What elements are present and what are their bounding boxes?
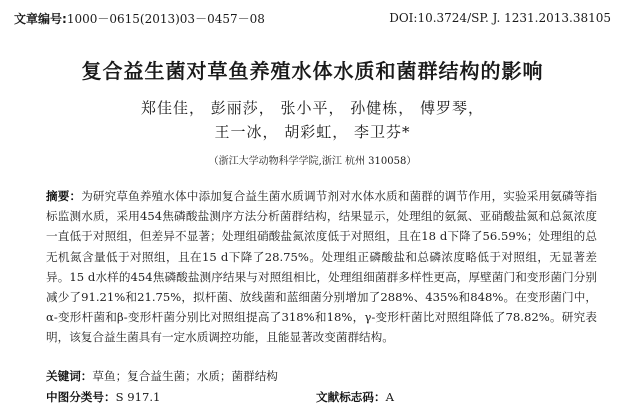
header-row bbox=[14, 8, 611, 28]
document-code bbox=[316, 389, 394, 405]
document-code-label: 文献标志码： bbox=[316, 390, 386, 404]
keywords bbox=[46, 368, 597, 384]
clc-label: 中图分类号： bbox=[46, 390, 116, 404]
article-number bbox=[14, 10, 265, 27]
affiliation: （浙江大学动物科学学院,浙江 杭州 310058） bbox=[208, 156, 417, 167]
abstract-label: 摘要： bbox=[46, 189, 82, 203]
clc-value: S 917.1 bbox=[115, 390, 161, 404]
classification-row bbox=[46, 389, 597, 405]
paper-title: 复合益生菌对草鱼养殖水体水质和菌群结构的影响 bbox=[81, 59, 544, 83]
abstract-text: 为研究草鱼养殖水体中添加复合益生菌水质调节剂对水体水质和菌群的调节作用，实验采用氨磷等指标监测水质，采用454焦磷酸盐测序方法分析菌群结构，结果显示，处理组的氨氮、亚硝酸盐氮和总氮浓度一直低于对照组，但差异不显著；处理组硝酸盐氮浓度低于对照组，且在18 d下降了56.59%；处理组的总无机氮含量低于对照组，且在15 d下降了28.75%。处理组正磷酸盐和总磷浓度略低于对照组，无显著差异。15 d水样的454焦磷酸盐测序结果与对照组相比，处理组细菌群多样性更高，厚壁菌门和变形菌门分别减少了91.21%和21.75%，拟杆菌、放线菌和蓝细菌分别增加了288%、435%和848%。在变形菌门中，α-变形杆菌和β-变形杆菌分别比对照组提高了318%和18%，γ-变形杆菌比对照组降低了78.82%。研究表明，该复合益生菌具有一定水质调控功能，且能显著改变菌群结构。 bbox=[46, 189, 597, 345]
keywords-label: 关键词： bbox=[46, 369, 93, 383]
article-number-value: 1000－0615(2013)03－0457－08 bbox=[66, 11, 265, 26]
author-line-1: 郑佳佳， 彭丽莎， 张小平， 孙健栋， 傅罗琴， bbox=[140, 99, 485, 117]
clc-number bbox=[46, 390, 160, 404]
author-list bbox=[0, 96, 625, 144]
abstract bbox=[46, 186, 597, 348]
document-code-value: A bbox=[385, 390, 394, 404]
article-number-label: 文章编号: bbox=[14, 11, 67, 26]
author-line-2: 王一冰， 胡彩虹， 李卫芬* bbox=[214, 123, 411, 141]
doi: DOI:10.3724/SP. J. 1231.2013.38105 bbox=[389, 11, 611, 25]
keywords-text: 草鱼；复合益生菌；水质；菌群结构 bbox=[92, 369, 278, 383]
